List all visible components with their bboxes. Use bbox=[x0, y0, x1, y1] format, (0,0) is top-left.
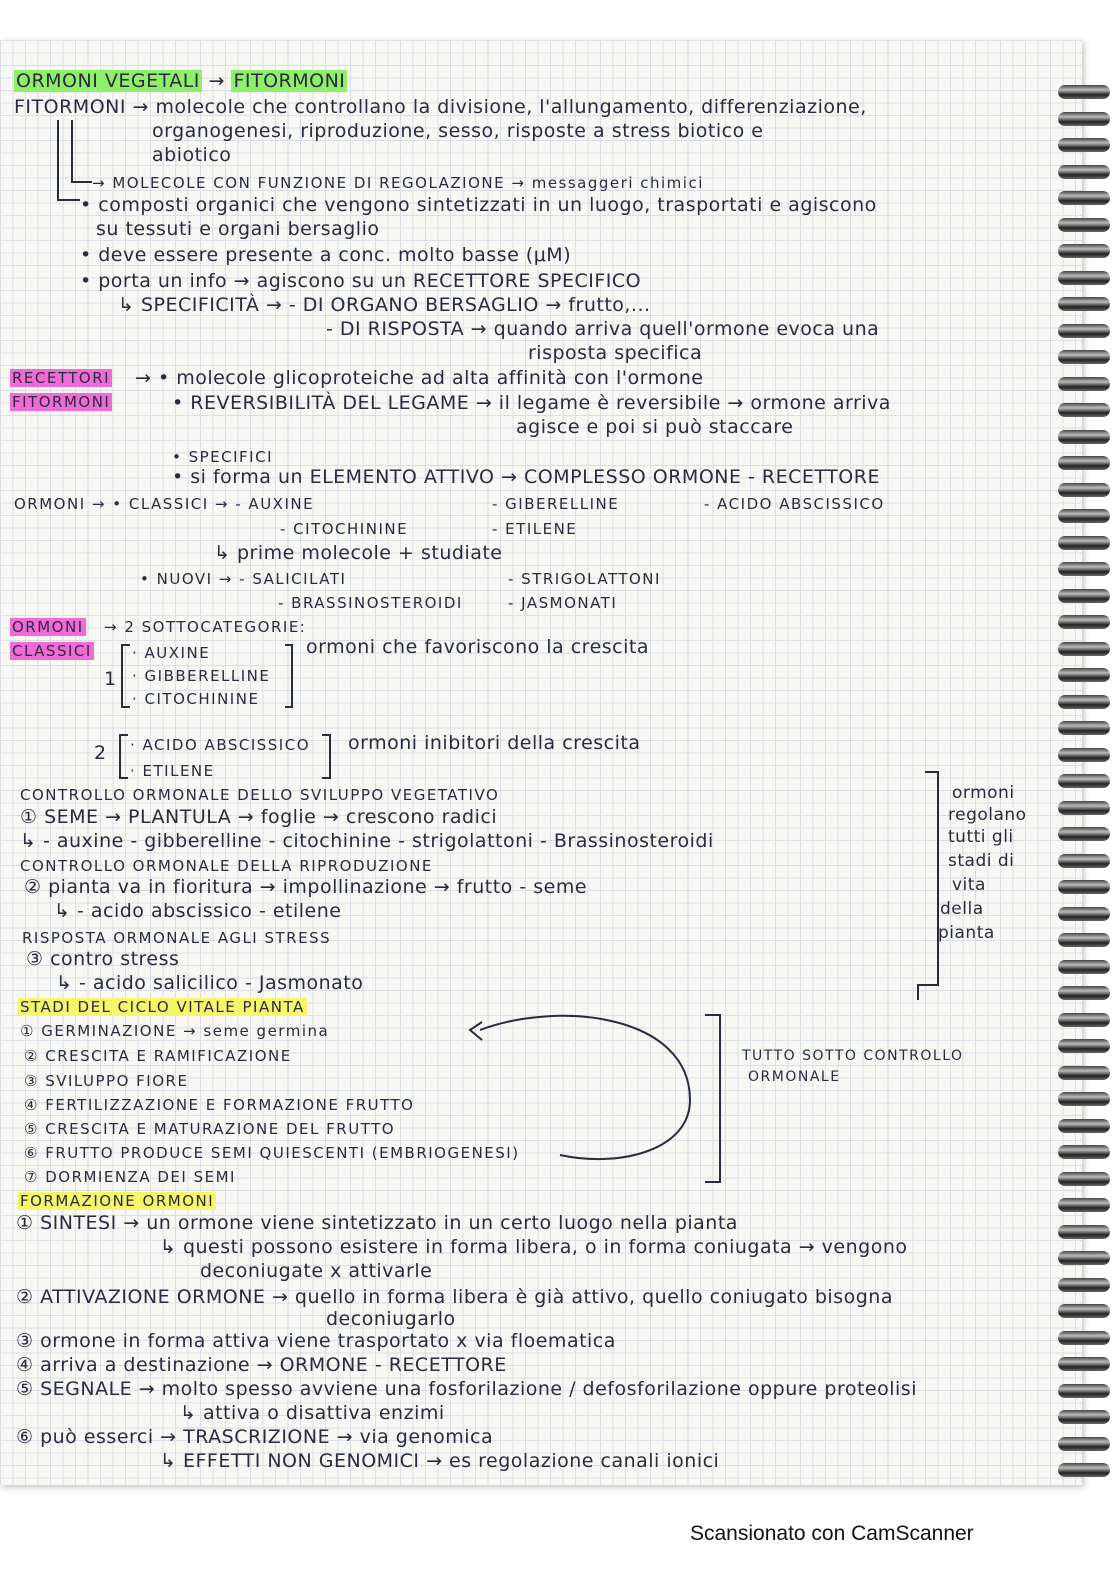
ormoni-line-1: - GIBERELLINE bbox=[492, 495, 620, 513]
stadi-item-2: ③ SVILUPPO FIORE bbox=[24, 1072, 189, 1090]
side-note-4: vita bbox=[952, 875, 986, 895]
recettori-line-1: • REVERSIBILITÀ DEL LEGAME → il legame è reversibile → ormone arriva bbox=[172, 392, 891, 414]
controllo-line-0: CONTROLLO ORMONALE DELLO SVILUPPO VEGETATIVO bbox=[20, 786, 500, 804]
classici-label-1: ORMONI bbox=[12, 618, 84, 636]
intro-line-2: abiotico bbox=[152, 144, 232, 166]
recettori-label-2: FITORMONI bbox=[12, 393, 111, 411]
group1-item-2: · CITOCHININE bbox=[132, 690, 260, 708]
intro-line-0: FITORMONI → molecole che controllano la divisione, l'allungamento, differenziazione, bbox=[14, 96, 867, 118]
stadi-note-0: TUTTO SOTTO CONTROLLO bbox=[742, 1048, 964, 1064]
ormoni-line-7: - STRIGOLATTONI bbox=[508, 570, 661, 588]
recettori-line-3: • SPECIFICI bbox=[172, 448, 274, 466]
controllo-line-1: ① SEME → PLANTULA → foglie → crescono radici bbox=[20, 806, 498, 828]
formazione-line-5: ③ ormone in forma attiva viene trasportato x via floematica bbox=[16, 1330, 616, 1352]
recettori-line-4: • si forma un ELEMENTO ATTIVO → COMPLESSO ORMONE - RECETTORE bbox=[172, 466, 880, 488]
ormoni-line-5: ↳ prime molecole + studiate bbox=[214, 542, 503, 564]
group2-number: 2 bbox=[94, 742, 107, 764]
intro-line-4: • composti organici che vengono sintetizzati in un luogo, trasportati e agiscono bbox=[80, 194, 877, 216]
group1-desc: ormoni che favoriscono la crescita bbox=[306, 636, 649, 658]
stadi-item-1: ② CRESCITA E RAMIFICAZIONE bbox=[24, 1047, 292, 1065]
intro-line-8: ↳ SPECIFICITÀ → - DI ORGANO BERSAGLIO → frutto,... bbox=[118, 294, 651, 316]
formazione-line-10: ↳ EFFETTI NON GENOMICI → es regolazione canali ionici bbox=[160, 1450, 720, 1472]
ormoni-line-9: - JASMONATI bbox=[508, 594, 618, 612]
stadi-note-1: ORMONALE bbox=[748, 1069, 841, 1085]
side-note-5: della bbox=[940, 899, 984, 919]
group2-desc: ormoni inibitori della crescita bbox=[348, 732, 641, 754]
intro-line-7: • porta un info → agiscono su un RECETTORE SPECIFICO bbox=[80, 270, 642, 292]
group1-item-0: · AUXINE bbox=[132, 644, 211, 662]
formazione-line-4: deconiugarlo bbox=[326, 1308, 456, 1330]
intro-line-6: • deve essere presente a conc. molto basse (μM) bbox=[80, 244, 572, 266]
intro-line-1: organogenesi, riproduzione, sesso, risposte a stress biotico e bbox=[152, 120, 764, 142]
controllo-line-6: RISPOSTA ORMONALE AGLI STRESS bbox=[22, 929, 332, 947]
camscanner-footer: Scansionato con CamScanner bbox=[690, 1522, 974, 1545]
side-note-3: stadi di bbox=[948, 851, 1015, 871]
classici-header: → 2 SOTTOCATEGORIE: bbox=[104, 618, 307, 636]
title-right: FITORMONI bbox=[233, 70, 346, 92]
ormoni-line-0: ORMONI → • CLASSICI → - AUXINE bbox=[14, 495, 315, 513]
ormoni-line-2: - ACIDO ABSCISSICO bbox=[704, 495, 885, 513]
formazione-line-0: ① SINTESI → un ormone viene sintetizzato in un certo luogo nella pianta bbox=[16, 1212, 738, 1234]
title-left: ORMONI VEGETALI bbox=[16, 70, 200, 92]
formazione-title: FORMAZIONE ORMONI bbox=[20, 1192, 215, 1210]
recettori-label-2-wrap bbox=[10, 391, 112, 413]
recettori-label-1: RECETTORI bbox=[12, 369, 111, 387]
formazione-line-9: ⑥ può esserci → TRASCRIZIONE → via genomica bbox=[16, 1426, 494, 1448]
intro-line-9: - DI RISPOSTA → quando arriva quell'ormone evoca una bbox=[326, 318, 880, 340]
controllo-line-5: ↳ - acido abscissico - etilene bbox=[54, 900, 342, 922]
formazione-line-8: ↳ attiva o disattiva enzimi bbox=[180, 1402, 445, 1424]
stadi-item-4: ⑤ CRESCITA E MATURAZIONE DEL FRUTTO bbox=[24, 1120, 396, 1138]
controllo-line-7: ③ contro stress bbox=[26, 948, 180, 970]
stadi-item-6: ⑦ DORMIENZA DEI SEMI bbox=[24, 1168, 236, 1186]
ormoni-line-8: - BRASSINOSTEROIDI bbox=[278, 594, 463, 612]
ormoni-line-4: - ETILENE bbox=[492, 520, 578, 538]
side-note-6: pianta bbox=[938, 923, 995, 943]
formazione-line-7: ⑤ SEGNALE → molto spesso avviene una fosforilazione / defosforilazione oppure proteolisi bbox=[16, 1378, 917, 1400]
formazione-line-6: ④ arriva a destinazione → ORMONE - RECETTORE bbox=[16, 1354, 507, 1376]
page-title bbox=[14, 70, 347, 92]
formazione-line-3: ② ATTIVAZIONE ORMONE → quello in forma libera è già attivo, quello coniugato bisogna bbox=[16, 1286, 893, 1308]
controllo-line-4: ② pianta va in fioritura → impollinazione → frutto - seme bbox=[24, 876, 588, 898]
controllo-line-8: ↳ - acido salicilico - Jasmonato bbox=[56, 972, 364, 994]
side-note-0: ormoni bbox=[952, 783, 1015, 803]
classici-label-2: CLASSICI bbox=[12, 642, 92, 660]
formazione-title-wrap bbox=[18, 1190, 216, 1212]
side-note-1: regolano bbox=[948, 805, 1027, 825]
stadi-item-5: ⑥ FRUTTO PRODUCE SEMI QUIESCENTI (EMBRIOGENESI) bbox=[24, 1144, 520, 1162]
recettori-line-0: → • molecole glicoproteiche ad alta affinità con l'ormone bbox=[135, 367, 704, 389]
formazione-line-2: deconiugate x attivarle bbox=[200, 1260, 433, 1282]
classici-label-2-wrap bbox=[10, 640, 94, 662]
stadi-title-wrap bbox=[18, 996, 307, 1018]
title-arrow: → bbox=[208, 70, 225, 92]
group2-item-0: · ACIDO ABSCISSICO bbox=[130, 736, 311, 754]
recettori-line-2: agisce e poi si può staccare bbox=[516, 416, 794, 438]
formazione-line-1: ↳ questi possono esistere in forma libera, o in forma coniugata → vengono bbox=[160, 1236, 908, 1258]
side-note-2: tutti gli bbox=[948, 827, 1014, 847]
intro-line-10: risposta specifica bbox=[528, 342, 703, 364]
ormoni-line-6: • NUOVI → - SALICILATI bbox=[140, 570, 347, 588]
group2-item-1: · ETILENE bbox=[130, 762, 215, 780]
ormoni-line-3: - CITOCHININE bbox=[280, 520, 409, 538]
controllo-line-2: ↳ - auxine - gibberelline - citochinine - strigolattoni - Brassinosteroidi bbox=[20, 830, 714, 852]
stadi-item-0: ① GERMINAZIONE → seme germina bbox=[20, 1022, 330, 1040]
group1-number: 1 bbox=[104, 668, 117, 690]
recettori-label bbox=[10, 367, 112, 389]
classici-label-1-wrap bbox=[10, 616, 86, 638]
stadi-item-3: ④ FERTILIZZAZIONE E FORMAZIONE FRUTTO bbox=[24, 1096, 415, 1114]
stadi-title: STADI DEL CICLO VITALE PIANTA bbox=[20, 998, 305, 1016]
group1-item-1: · GIBBERELLINE bbox=[132, 667, 271, 685]
intro-line-5: su tessuti e organi bersaglio bbox=[96, 218, 380, 240]
intro-line-3: → MOLECOLE CON FUNZIONE DI REGOLAZIONE → messaggeri chimici bbox=[92, 174, 704, 192]
controllo-line-3: CONTROLLO ORMONALE DELLA RIPRODUZIONE bbox=[20, 857, 433, 875]
